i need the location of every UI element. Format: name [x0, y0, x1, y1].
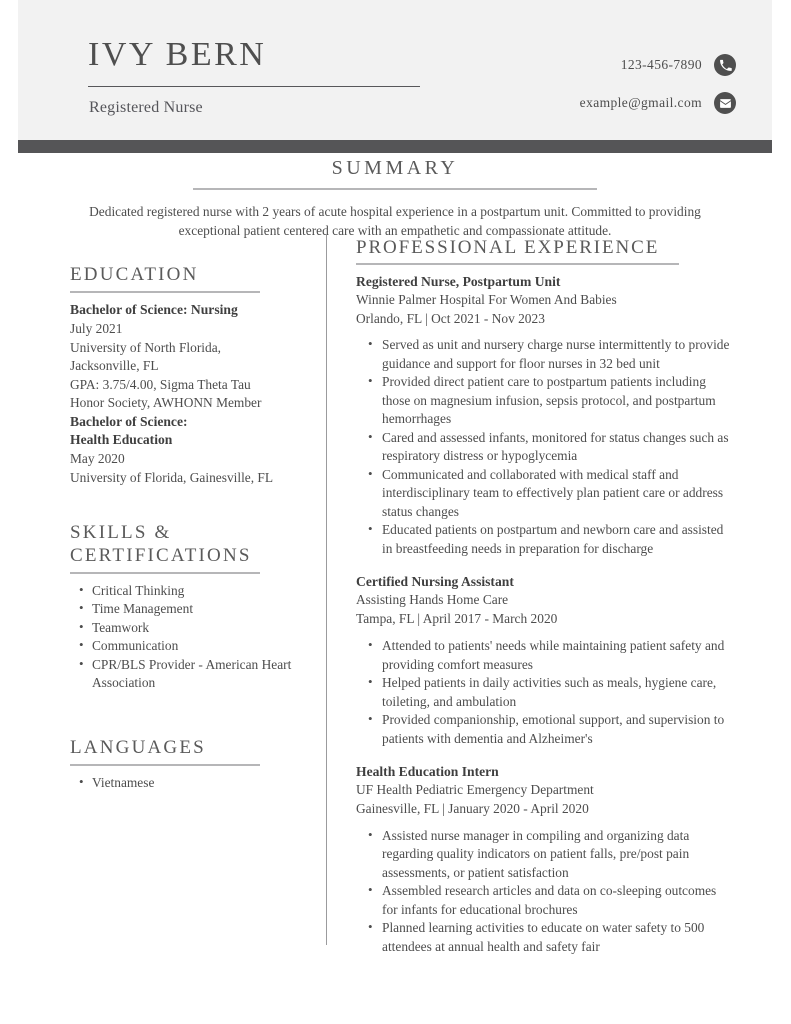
list-item: • Provided direct patient care to postpartum patients including those on magnesium infusion, sepsis protocol, and postpartum hemorrhages: [382, 373, 734, 429]
education-detail: Honor Society, AWHONN Member: [70, 395, 262, 411]
experience-location-dates: Orlando, FL | Oct 2021 - Nov 2023: [356, 310, 545, 326]
list-item: • Assembled research articles and data on co-sleeping outcomes for infants for educational brochures: [382, 882, 734, 919]
job-title-subheading: Registered Nurse: [89, 99, 203, 116]
experience-location-dates: Gainesville, FL | January 2020 - April 2020: [356, 800, 589, 816]
languages-list: [70, 774, 308, 793]
education-entry: [70, 413, 308, 488]
education-detail: May 2020: [70, 451, 125, 467]
skills-section: [70, 522, 308, 693]
experience-location-dates: Tampa, FL | April 2017 - March 2020: [356, 611, 558, 627]
experience-role: Health Education Intern: [356, 764, 499, 780]
contact-block: [426, 46, 736, 122]
languages-divider: [70, 764, 260, 766]
summary-divider: [193, 188, 597, 190]
contact-phone[interactable]: [426, 46, 736, 84]
education-detail: July 2021: [70, 321, 123, 337]
experience-bullets: [356, 827, 734, 957]
skills-heading: [70, 522, 308, 567]
skills-list: [70, 582, 308, 693]
page-title: IVY BERN: [88, 36, 267, 73]
spacer: [70, 693, 308, 737]
education-divider: [70, 291, 260, 293]
education-degree: Bachelor of Science:: [70, 413, 188, 429]
phone-icon: [714, 54, 736, 76]
list-item: • Assisted nurse manager in compiling and organizing data regarding quality indicators on patient falls, pre/post pain assessments, or patient satisfaction: [382, 827, 734, 883]
experience-heading: PROFESSIONAL EXPERIENCE: [356, 237, 660, 258]
envelope-icon: [714, 92, 736, 114]
experience-role: Registered Nurse, Postpartum Unit: [356, 273, 561, 289]
list-item: • Educated patients on postpartum and newborn care and assisted in breastfeeding needs in preparation for discharge: [382, 521, 734, 558]
education-detail: University of Florida, Gainesville, FL: [70, 469, 274, 485]
list-item: • Cared and assessed infants, monitored for status changes such as respiratory distress or hypoglycemia: [382, 429, 734, 466]
list-item: • CPR/BLS Provider - American Heart Association: [92, 656, 308, 693]
experience-organization: UF Health Pediatric Emergency Department: [356, 782, 594, 798]
skills-divider: [70, 572, 260, 574]
experience-role: Certified Nursing Assistant: [356, 574, 514, 590]
languages-section: [70, 737, 308, 793]
list-item: • Attended to patients' needs while maintaining patient safety and providing comfort measures: [382, 637, 734, 674]
contact-email[interactable]: [426, 84, 736, 122]
skills-heading-line2: CERTIFICATIONS: [70, 544, 252, 566]
education-degree: Bachelor of Science: Nursing: [70, 302, 238, 318]
spacer: [70, 487, 308, 522]
spacer: [356, 748, 734, 762]
resume-header: [18, 0, 772, 140]
contact-phone-text: 123-456-7890: [620, 57, 702, 72]
education-heading: EDUCATION: [70, 264, 199, 285]
experience-entry: [356, 272, 734, 559]
education-detail: GPA: 3.75/4.00, Sigma Theta Tau: [70, 376, 251, 392]
list-item: • Communication: [92, 637, 308, 656]
list-item: • Provided companionship, emotional support, and supervision to patients with dementia and Alzheimer's: [382, 711, 734, 748]
education-entry: [70, 301, 308, 412]
experience-divider: [356, 263, 679, 265]
list-item: • Planned learning activities to educate on water safety to 500 attendees at annual health and safety fair: [382, 919, 734, 956]
list-item: • Critical Thinking: [92, 582, 308, 601]
skills-heading-line1: SKILLS &: [70, 522, 172, 544]
list-item: • Helped patients in daily activities such as meals, hygiene care, toileting, and ambulation: [382, 674, 734, 711]
list-item: • Served as unit and nursery charge nurse intermittently to provide guidance and support for floor nurses in 32 bed unit: [382, 336, 734, 373]
summary-section: [18, 158, 772, 241]
experience-organization: Assisting Hands Home Care: [356, 592, 509, 608]
summary-text: Dedicated registered nurse with 2 years of acute hospital experience in a postpartum unit. Committed to providing exceptional patient centered care with an empathetic and compassionate attitude.: [89, 204, 701, 239]
experience-bullets: [356, 336, 734, 558]
education-section: [70, 264, 308, 487]
summary-heading: SUMMARY: [331, 157, 459, 179]
list-item: • Vietnamese: [92, 774, 308, 793]
experience-entry: [356, 572, 734, 748]
languages-heading: LANGUAGES: [70, 736, 206, 758]
right-column: [356, 238, 734, 956]
name-divider: [88, 86, 420, 87]
experience-entry: [356, 762, 734, 956]
column-divider: [326, 234, 327, 945]
contact-email-text: example@gmail.com: [579, 95, 702, 110]
experience-bullets: [356, 637, 734, 748]
header-accent-bar: [18, 140, 772, 153]
education-detail: University of North Florida,: [70, 339, 221, 355]
spacer: [356, 558, 734, 572]
list-item: • Teamwork: [92, 619, 308, 638]
list-item: • Time Management: [92, 600, 308, 619]
list-item: • Communicated and collaborated with medical staff and interdisciplinary team to effectively plan patient care or address status changes: [382, 466, 734, 522]
education-degree-line2: Health Education: [70, 432, 173, 448]
education-detail: Jacksonville, FL: [70, 358, 159, 374]
experience-organization: Winnie Palmer Hospital For Women And Babies: [356, 291, 617, 307]
left-column: [70, 264, 308, 793]
